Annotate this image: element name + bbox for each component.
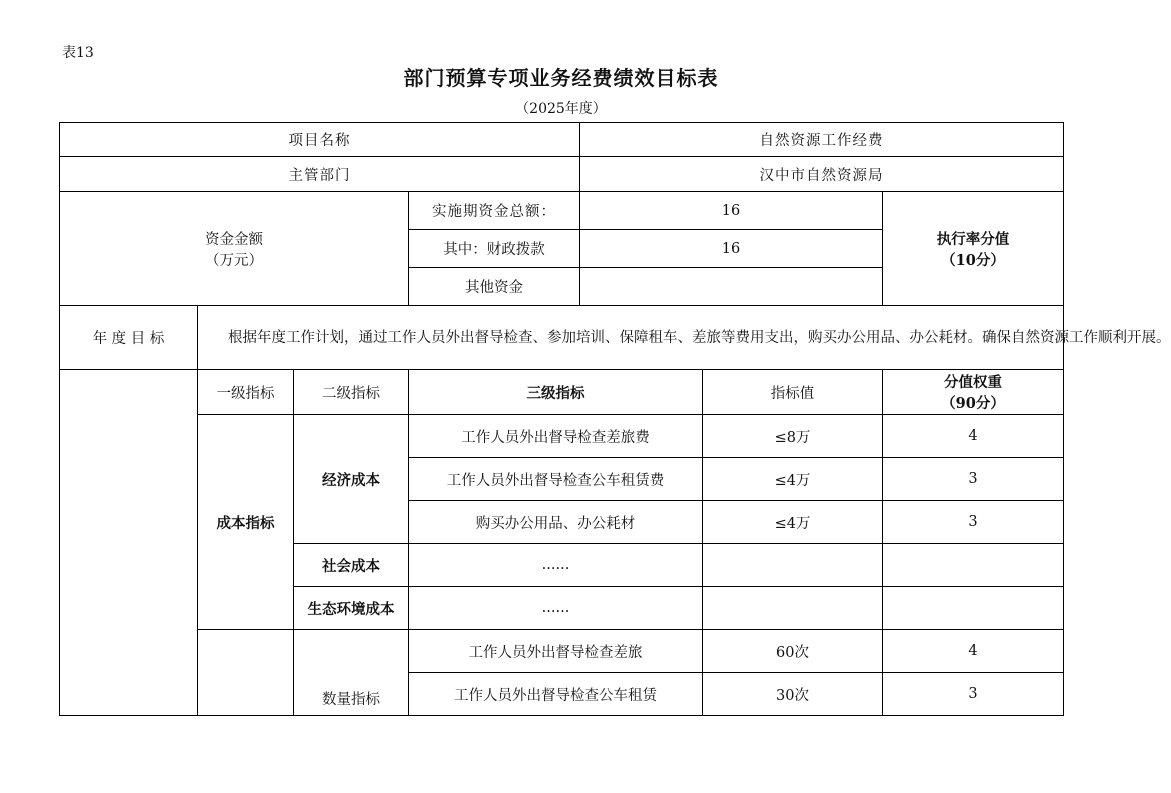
output-indicator-label <box>198 630 294 716</box>
header-value: 指标值 <box>703 370 883 415</box>
cost-row-weight: 3 <box>883 501 1064 544</box>
rate-line2: （10分） <box>941 251 1005 269</box>
project-name-row <box>60 123 1064 157</box>
funds-label-line2: （万元） <box>205 252 263 269</box>
quantity-row-value: 30次 <box>703 673 883 716</box>
funds-label-line1: 资金金额 <box>205 231 263 248</box>
funds-total-label: 实施期资金总额： <box>409 192 580 230</box>
execution-rate-score <box>883 192 1064 306</box>
cost-row-weight: 4 <box>883 415 1064 458</box>
annual-goal-content: 根据年度工作计划，通过工作人员外出督导检查、参加培训、保障租车、差旅等费用支出，购买办公用品、办公耗材。确保自然资源工作顺利开展。 <box>228 329 1171 346</box>
funds-fiscal-label: 其中：财政拨款 <box>409 230 580 268</box>
annual-goal-label: 年 度 目 标 <box>60 306 198 370</box>
cost-row-value: ≤4万 <box>703 458 883 501</box>
eco-cost-weight <box>883 587 1064 630</box>
department-row <box>60 157 1064 192</box>
eco-cost-value <box>703 587 883 630</box>
cost-row-name: 工作人员外出督导检查公车租赁费 <box>409 458 703 501</box>
social-cost-label: 社会成本 <box>294 544 409 587</box>
project-name-value: 自然资源工作经费 <box>580 123 1064 157</box>
social-cost-value <box>703 544 883 587</box>
funds-other-label: 其他资金 <box>409 268 580 306</box>
quantity-row-name: 工作人员外出督导检查差旅 <box>409 630 703 673</box>
economic-cost-label: 经济成本 <box>294 415 409 544</box>
social-cost-weight <box>883 544 1064 587</box>
quantity-row-value: 60次 <box>703 630 883 673</box>
header-level1: 一级指标 <box>198 370 294 415</box>
header-level2: 二级指标 <box>294 370 409 415</box>
funds-label <box>60 192 409 306</box>
header-weight <box>883 370 1064 415</box>
table-number: 表13 <box>62 45 94 61</box>
funds-total-row <box>60 192 1064 230</box>
funds-fiscal-value: 16 <box>580 230 883 268</box>
cost-row-weight: 3 <box>883 458 1064 501</box>
department-label: 主管部门 <box>60 157 580 192</box>
table-row <box>60 415 1064 458</box>
cost-row-value: ≤8万 <box>703 415 883 458</box>
quantity-row-weight: 4 <box>883 630 1064 673</box>
funds-other-value <box>580 268 883 306</box>
header-level3: 三级指标 <box>409 370 703 415</box>
rate-line1: 执行率分值 <box>936 230 1010 248</box>
budget-year: （2025年度） <box>515 101 607 117</box>
indicator-header-row <box>60 370 1064 415</box>
annual-goal-row <box>60 306 1064 370</box>
cost-row-name: 购买办公用品、办公耗材 <box>409 501 703 544</box>
cost-row-value: ≤4万 <box>703 501 883 544</box>
performance-table <box>59 122 1171 716</box>
cost-indicator-label: 成本指标 <box>198 415 294 630</box>
department-value: 汉中市自然资源局 <box>580 157 1064 192</box>
quantity-indicator-label: 数量指标 <box>294 630 409 716</box>
funds-total-value: 16 <box>580 192 883 230</box>
social-cost-text: ...... <box>409 544 703 587</box>
page-title: 部门预算专项业务经费绩效目标表 <box>403 66 719 90</box>
eco-cost-label: 生态环境成本 <box>294 587 409 630</box>
eco-cost-text: ...... <box>409 587 703 630</box>
quantity-row-weight: 3 <box>883 673 1064 716</box>
cost-row-name: 工作人员外出督导检查差旅费 <box>409 415 703 458</box>
table-row <box>60 630 1064 673</box>
header-weight-line2: （90分） <box>941 395 1005 412</box>
quantity-row-name: 工作人员外出督导检查公车租赁 <box>409 673 703 716</box>
project-name-label: 项目名称 <box>60 123 580 157</box>
annual-goal-text <box>198 306 1171 370</box>
indicator-side-cell <box>60 370 198 716</box>
header-weight-line1: 分值权重 <box>944 374 1002 391</box>
